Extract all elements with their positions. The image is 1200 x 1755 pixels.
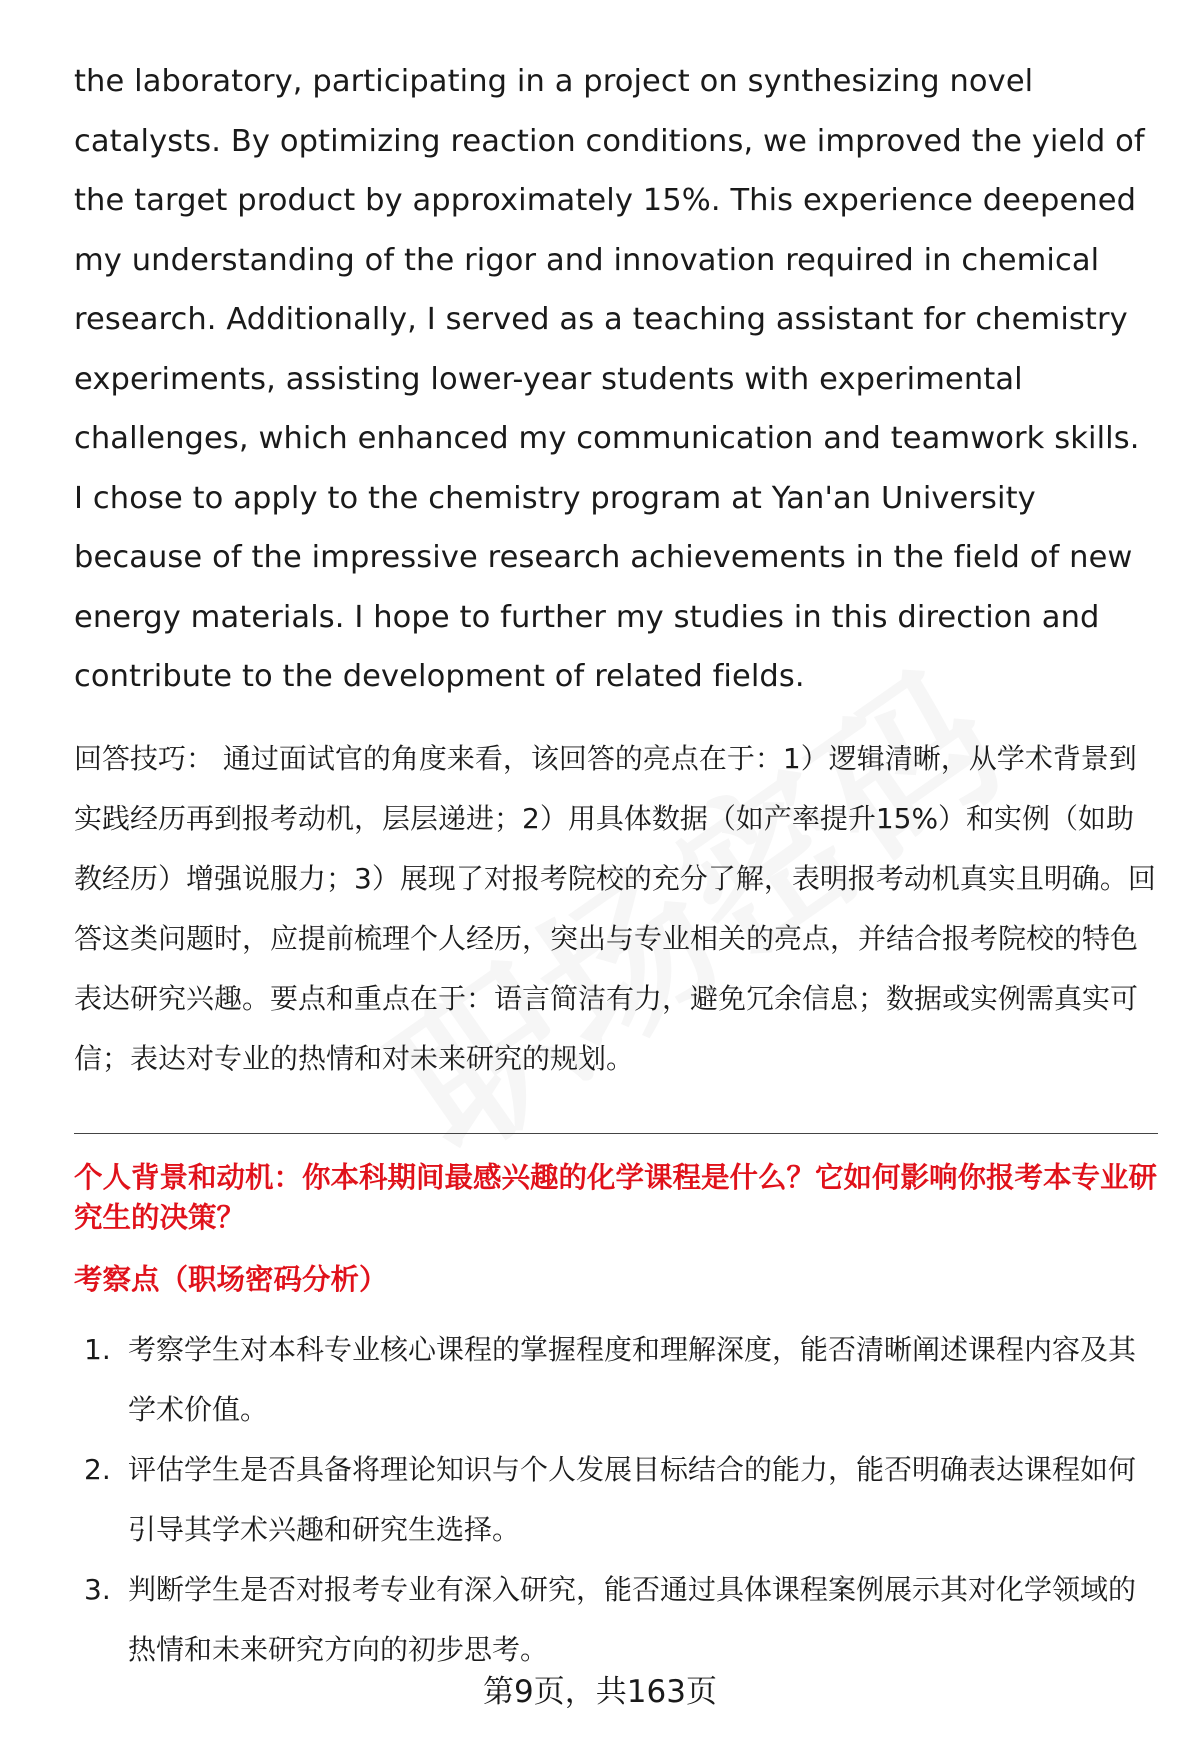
assessment-points-heading: 考察点（职场密码分析） xyxy=(74,1262,388,1296)
list-item-text: 考察学生对本科专业核心课程的掌握程度和理解深度，能否清晰阐述课程内容及其学术价值。 xyxy=(128,1332,1137,1426)
question-title: 个人背景和动机：你本科期间最感兴趣的化学课程是什么？它如何影响你报考本专业研究生的决策？ xyxy=(74,1160,1158,1234)
list-item xyxy=(74,1440,1158,1560)
list-item xyxy=(74,1320,1158,1440)
list-item-number: 2. xyxy=(84,1452,111,1486)
document-page xyxy=(74,52,1158,1680)
list-item-text: 评估学生是否具备将理论知识与个人发展目标结合的能力，能否明确表达课程如何引导其学术兴趣和研究生选择。 xyxy=(128,1452,1137,1546)
list-item-number: 3. xyxy=(84,1572,111,1606)
list-item-number: 1. xyxy=(84,1332,111,1366)
page-number: 第9页，共163页 xyxy=(483,1674,717,1710)
section-divider xyxy=(74,1133,1158,1134)
answer-tips-paragraph: 回答技巧： 通过面试官的角度来看，该回答的亮点在于：1）逻辑清晰，从学术背景到实践经历再到报考动机，层层递进；2）用具体数据（如产率提升15%）和实例（如助教经历）增强说服力；3）展现了对报考院校的充分了解，表明报考动机真实且明确。回答这类问题时，应提前梳理个人经历，突出与专业相关的亮点，并结合报考院校的特色表达研究兴趣。要点和重点在于：语言简洁有力，避免冗余信息；数据或实例需真实可信；表达对专业的热情和对未来研究的规划。 xyxy=(74,741,1156,1075)
assessment-points-list xyxy=(74,1320,1158,1680)
list-item xyxy=(74,1560,1158,1680)
list-item-text: 判断学生是否对报考专业有深入研究，能否通过具体课程案例展示其对化学领域的热情和未来研究方向的初步思考。 xyxy=(128,1572,1137,1666)
answer-paragraph: the laboratory, participating in a project on synthesizing novel catalysts. By optimizing reaction conditions, we improved the yield of the target product by approximately 15%. This experience deepened my understanding of the rigor and innovation required in chemical research. Additionally, I served as a teaching assistant for chemistry experiments, assisting lower-year students with experimental challenges, which enhanced my communication and teamwork skills. I chose to apply to the chemistry program at Yan'an University because of the impressive research achievements in the field of new energy materials. I hope to further my studies in this direction and contribute to the development of related fields. xyxy=(74,64,1145,694)
